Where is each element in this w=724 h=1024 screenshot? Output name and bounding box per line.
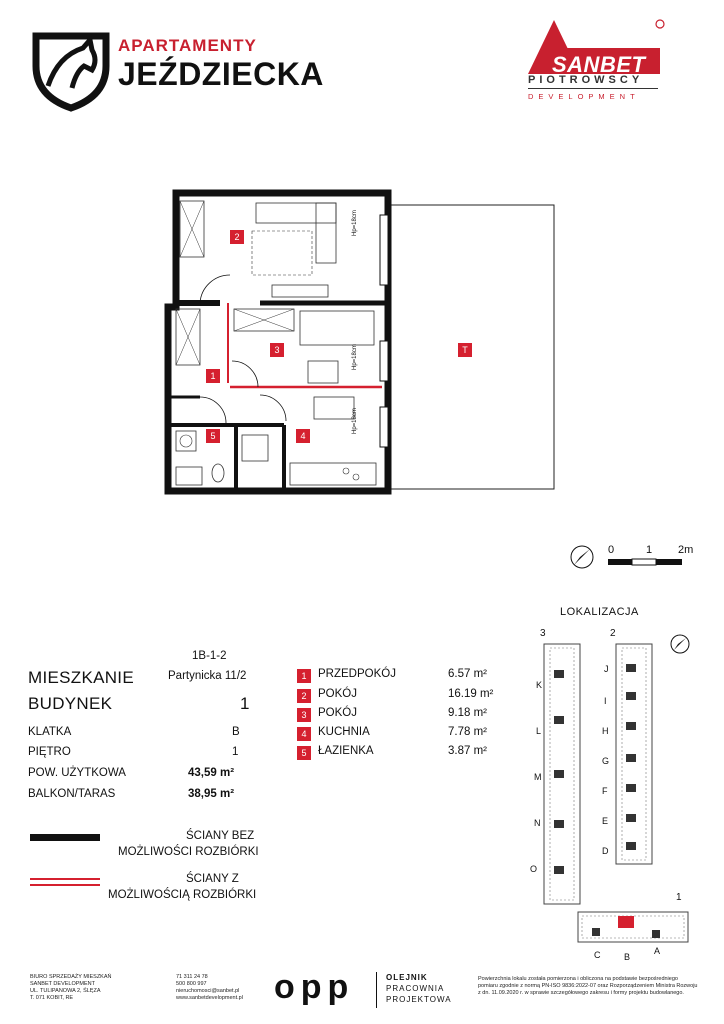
floor-plan [160, 185, 560, 495]
room-name-2: POKÓJ [318, 688, 357, 700]
loc-letter-A: A [654, 946, 661, 956]
legend-red-line2: MOŻLIWOŚCIĄ ROZBIÓRKI [108, 889, 257, 901]
location-building-1: 1 [676, 892, 682, 903]
disclaimer-line: pomiaru zgodnie z normą PN-ISO 9836:2022-07 oraz Rozporządzeniem Ministra Rozwoju [478, 983, 698, 989]
legend-solid-line1: ŚCIANY BEZ [186, 830, 255, 842]
footer-email: nieruchomosci@sanbet.pl [176, 988, 240, 994]
info-label-pietro: PIĘTRO [28, 746, 71, 758]
room-area-4: 7.78 m² [448, 726, 487, 738]
loc-letter-B: B [624, 952, 631, 962]
designer-line: OLEJNIK [386, 973, 428, 982]
scale-2: 2m [678, 544, 694, 556]
room-tag-terrace: T [462, 345, 468, 355]
loc-letter-N: N [534, 818, 541, 828]
scale-1: 1 [646, 544, 653, 556]
designer-logo: opp [274, 968, 355, 1006]
location-building-2: 2 [610, 628, 616, 639]
brand-top: APARTAMENTY [118, 36, 257, 55]
footer-phone: 500 800 997 [176, 981, 207, 987]
room-tag-5: 5 [210, 431, 216, 441]
apartment-label: MIESZKANIE [28, 668, 134, 687]
room-tag-1: 1 [210, 371, 216, 381]
loc-letter-H: H [602, 726, 609, 736]
room-tag-2: 2 [234, 232, 240, 242]
info-label-terrace: BALKON/TARAS [28, 788, 116, 800]
designer-line: PROJEKTOWA [386, 995, 452, 1004]
room-tag-4: 4 [300, 431, 306, 441]
room-num-4: 4 [297, 727, 311, 741]
footer-contact [176, 974, 243, 1002]
horse-logo-icon [28, 26, 114, 112]
loc-letter-F: F [602, 786, 608, 796]
scale-bar [608, 558, 688, 568]
room-num-1: 1 [297, 669, 311, 683]
room-area-5: 3.87 m² [448, 745, 487, 757]
legend-solid-wall [30, 834, 100, 841]
room-num-5: 5 [297, 746, 311, 760]
legend-red-wall-b [30, 884, 100, 886]
room-name-1: PRZEDPOKÓJ [318, 668, 396, 680]
info-value-area: 43,59 m² [188, 767, 235, 779]
loc-letter-J: J [604, 664, 609, 674]
legend-solid-line2: MOŻLIWOŚCI ROZBIÓRKI [118, 846, 259, 858]
unit-address: Partynicka 11/2 [168, 670, 247, 682]
location-building-3: 3 [540, 628, 546, 639]
info-value-pietro: 1 [232, 746, 239, 758]
loc-letter-D: D [602, 846, 609, 856]
room-tag-3: 3 [274, 345, 280, 355]
footer-disclaimer [478, 976, 718, 997]
loc-letter-M: M [534, 772, 542, 782]
room-num-3: 3 [297, 708, 311, 722]
footer-office-line: UL. TULIPANOWA 2, ŚLĘZA [30, 988, 101, 994]
footer-office-line: BIURO SPRZEDAŻY MIESZKAŃ [30, 974, 112, 980]
room-num-2: 2 [297, 689, 311, 703]
footer-office-line: T. 071 KOBIT, RE [30, 995, 74, 1001]
designer-line: PRACOWNIA [386, 984, 445, 993]
legend-red-wall-a [30, 878, 100, 880]
room-area-1: 6.57 m² [448, 668, 487, 680]
room-area-3: 9.18 m² [448, 707, 487, 719]
info-value-terrace: 38,95 m² [188, 788, 235, 800]
developer-sub: PIOTROWSCY [528, 74, 644, 86]
developer-sub2: DEVELOPMENT [528, 92, 640, 101]
room-area-2: 16.19 m² [448, 688, 494, 700]
brand-main: JEŹDZIECKA [118, 56, 324, 92]
window-note-1: Hp=18cm [352, 210, 358, 236]
info-label-klatka: KLATKA [28, 726, 72, 738]
building-label: BUDYNEK [28, 694, 113, 713]
designer-name [386, 972, 452, 1005]
loc-letter-I: I [604, 696, 607, 706]
loc-letter-E: E [602, 816, 609, 826]
footer-office [30, 974, 112, 1002]
developer-name: SANBET [552, 52, 646, 77]
unit-code: 1B-1-2 [192, 650, 227, 662]
loc-letter-G: G [602, 756, 610, 766]
north-arrow-icon [568, 543, 596, 571]
window-note-3: Hp=18cm [352, 408, 358, 434]
room-name-4: KUCHNIA [318, 726, 370, 738]
location-title: LOKALIZACJA [560, 606, 639, 618]
loc-letter-L: L [536, 726, 542, 736]
info-value-klatka: B [232, 726, 240, 738]
footer-phone: 71 311 24 78 [176, 974, 208, 980]
footer-office-line: SANBET DEVELOPMENT [30, 981, 95, 987]
scale-0: 0 [608, 544, 615, 556]
building-value: 1 [240, 694, 250, 713]
loc-letter-O: O [530, 864, 538, 874]
footer-website: www.sanbetdevelopment.pl [176, 995, 243, 1001]
developer-divider [528, 88, 658, 89]
disclaimer-line: z dn. 11.09.2020 r. w sprawie szczegółowego zakresu i formy projektu budowlanego. [478, 990, 684, 996]
loc-letter-K: K [536, 680, 543, 690]
disclaimer-line: Powierzchnia lokalu została pomierzona i obliczona na podstawie bezpośredniego [478, 976, 678, 982]
info-label-area: POW. UŻYTKOWA [28, 767, 126, 779]
designer-divider [376, 972, 377, 1008]
legend-red-line1: ŚCIANY Z [186, 873, 239, 885]
room-name-5: ŁAZIENKA [318, 745, 374, 757]
window-note-2: Hp=18cm [352, 344, 358, 370]
loc-letter-C: C [594, 950, 601, 960]
room-name-3: POKÓJ [318, 707, 357, 719]
